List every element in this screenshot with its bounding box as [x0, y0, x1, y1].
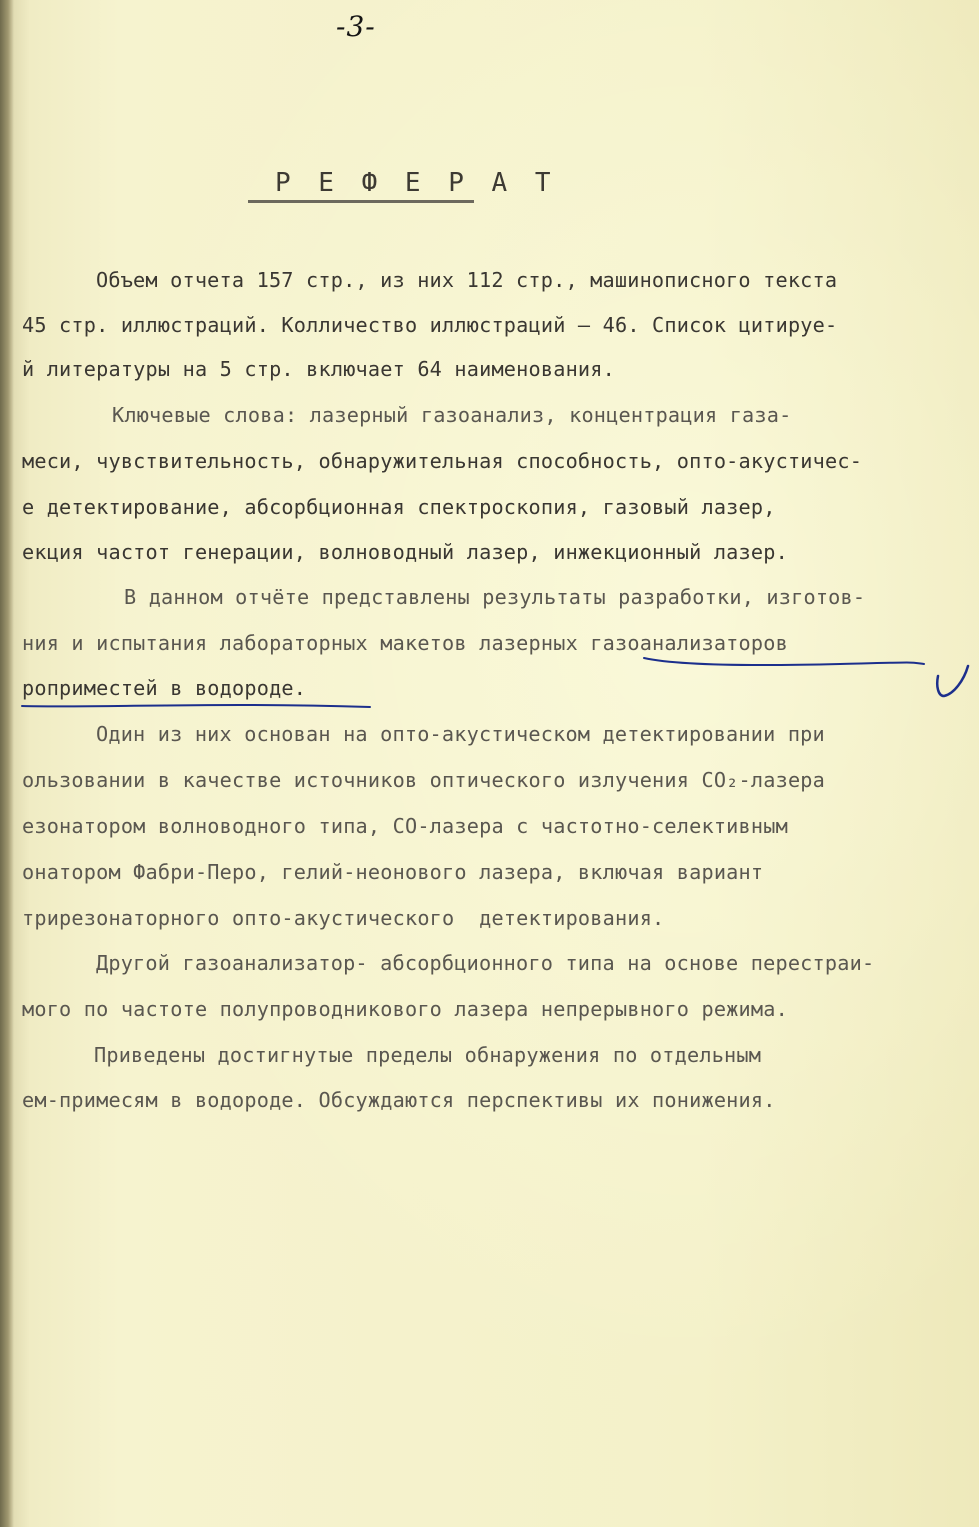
text-line: Один из них основан на опто-акустическом детектировании при	[96, 722, 825, 746]
page-number: -3-	[336, 10, 376, 43]
title-underline	[248, 200, 474, 203]
text-line: мого по частоте полупроводникового лазера непрерывного режима.	[22, 997, 788, 1021]
text-line: езонатором волноводного типа, СО-лазера с частотно-селективным	[22, 814, 788, 838]
text-line: трирезонаторного опто-акустического детектирования.	[22, 906, 665, 930]
page-binding-edge	[0, 0, 14, 1527]
text-line: екция частот генерации, волноводный лазер, инжекционный лазер.	[22, 540, 788, 564]
text-line: Ключевые слова: лазерный газоанализ, концентрация газа-	[112, 403, 792, 427]
text-line: е детектирование, абсорбционная спектроскопия, газовый лазер,	[22, 495, 776, 519]
text-line: онатором Фабри-Перо, гелий-неонового лазера, включая вариант	[22, 860, 764, 884]
text-line: ния и испытания лабораторных макетов лазерных газоанализаторов	[22, 631, 788, 655]
text-line: роприместей в водороде.	[22, 676, 307, 700]
text-line: ем-примесям в водороде. Обсуждаются перспективы их понижения.	[22, 1088, 776, 1112]
text-line: Объем отчета 157 стр., из них 112 стр., машинописного текста	[96, 268, 838, 292]
text-line: й литературы на 5 стр. включает 64 наименования.	[22, 357, 615, 381]
text-line: В данном отчёте представлены результаты разработки, изготов-	[124, 585, 866, 609]
text-line: Другой газоанализатор- абсорбционного типа на основе перестраи-	[96, 951, 875, 975]
pen-underline-lower	[20, 698, 380, 714]
text-line: 45 стр. иллюстраций. Колличество иллюстраций – 46. Список цитируе-	[22, 313, 838, 337]
text-line: ользовании в качестве источников оптического излучения CO₂-лазера	[22, 768, 826, 792]
document-title: Р Е Ф Е Р А Т	[275, 168, 557, 198]
text-line: меси, чувствительность, обнаружительная способность, опто-акустичес-	[22, 449, 863, 473]
pen-underline-upper	[640, 652, 930, 672]
pen-check-icon	[930, 662, 974, 702]
text-line: Приведены достигнутые пределы обнаружения по отдельным	[94, 1043, 762, 1067]
